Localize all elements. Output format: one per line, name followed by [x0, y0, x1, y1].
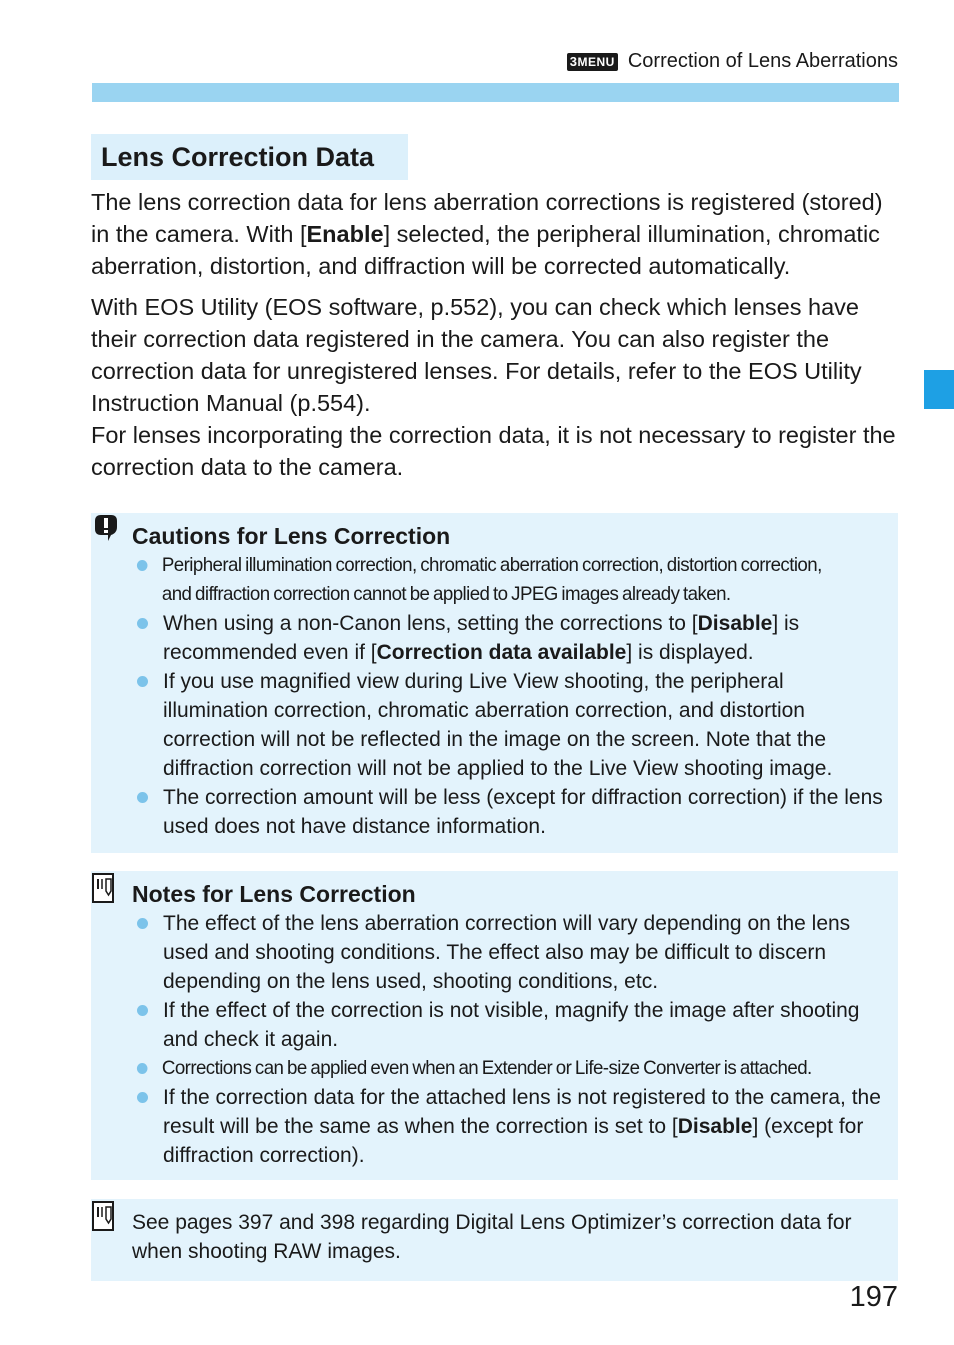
menu-3-badge-icon: 3MENU [567, 53, 618, 71]
list-item: The effect of the lens aberration correction will vary depending on the lens used and shooting conditions. The effect also may be difficult to discern depending on the lens used, shooting conditions, etc. [135, 909, 884, 996]
paragraph-intro: The lens correction data for lens aberration corrections is registered (stored) in the camera. With [Enable] selected, the peripheral illumination, chromatic aberration, distortion, and diffraction will be corrected automatically. [91, 189, 883, 279]
caution-icon [91, 513, 121, 543]
list-item: If the effect of the correction is not visible, magnify the image after shooting and check it again. [135, 996, 884, 1054]
list-item: Corrections can be applied even when an Extender or Life-size Converter is attached. [135, 1054, 854, 1083]
notes-box [91, 871, 898, 1180]
list-item: The correction amount will be less (except for diffraction correction) if the lens used does not have distance information. [135, 783, 884, 841]
caution-box [91, 513, 898, 853]
see-also-text: See pages 397 and 398 regarding Digital Lens Optimizer’s correction data for when shooting RAW images. [132, 1211, 852, 1263]
caution-title: Cautions for Lens Correction [132, 523, 451, 549]
note-icon [91, 1199, 119, 1233]
header-title: Correction of Lens Aberrations [627, 50, 898, 72]
running-header [567, 50, 898, 73]
section-title: Lens Correction Data [91, 134, 408, 180]
chapter-side-tab [924, 370, 954, 409]
paragraph-eos-utility: With EOS Utility (EOS software, p.552), you can check which lenses have their correction data registered in the camera. You can also register the correction data for unregistered lenses. For details, refer to the EOS Utility Instruction Manual (p.554). For lenses incorporating the correction data, it is not necessary to register the correction data to the camera. [91, 294, 896, 480]
caution-list [135, 551, 884, 841]
list-item: If the correction data for the attached lens is not registered to the camera, the result will be the same as when the correction is set to [Disable] (except for diffraction correction). [135, 1083, 884, 1170]
list-item: If you use magnified view during Live View shooting, the peripheral illumination correction, chromatic aberration correction, and distortion correction will not be reflected in the image on the screen. Note that the diffraction correction will not be applied to the Live View shooting image. [135, 667, 884, 783]
notes-list [135, 909, 884, 1170]
header-bar [92, 83, 899, 102]
see-also-box [91, 1199, 898, 1281]
note-icon [91, 871, 119, 905]
notes-title: Notes for Lens Correction [132, 881, 416, 907]
page-number: 197 [849, 1281, 898, 1313]
list-item: Peripheral illumination correction, chromatic aberration correction, distortion correction, and diffraction correction cannot be applied to JPEG images already taken. [135, 551, 854, 609]
list-item: When using a non-Canon lens, setting the corrections to [Disable] is recommended even if [Correction data available] is displayed. [135, 609, 884, 667]
